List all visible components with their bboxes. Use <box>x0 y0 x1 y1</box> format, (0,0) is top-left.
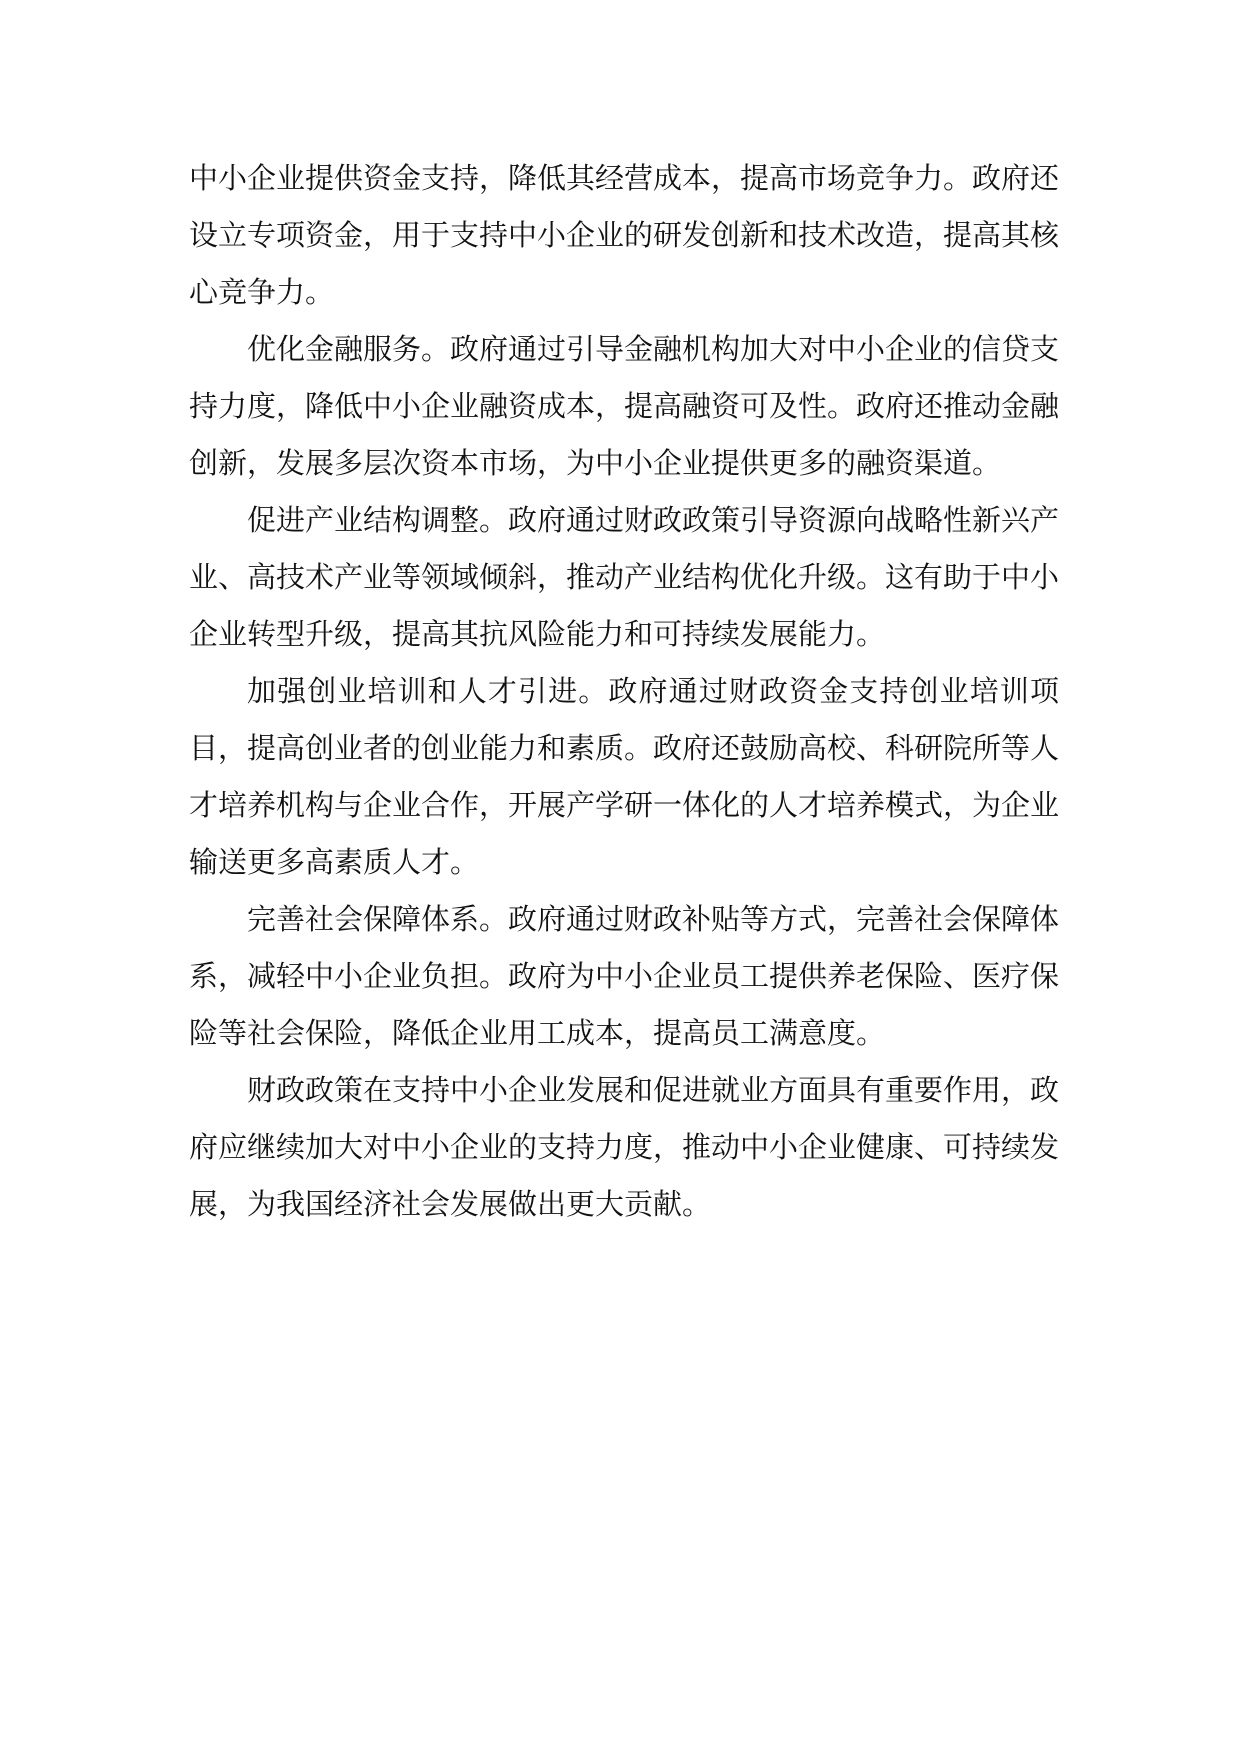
paragraph-industrial-structure: 促进产业结构调整。政府通过财政政策引导资源向战略性新兴产业、高技术产业等领域倾斜，推动产业结构优化升级。这有助于中小企业转型升级，提高其抗风险能力和可持续发展能力。 <box>189 503 1060 651</box>
paragraph-training-talent: 加强创业培训和人才引进。政府通过财政资金支持创业培训项目，提高创业者的创业能力和素质。政府还鼓励高校、科研院所等人才培养机构与企业合作，开展产学研一体化的人才培养模式，为企业输送更多高素质人才。 <box>189 674 1060 879</box>
paragraph-social-security: 完善社会保障体系。政府通过财政补贴等方式，完善社会保障体系，减轻中小企业负担。政府为中小企业员工提供养老保险、医疗保险等社会保险，降低企业用工成本，提高员工满意度。 <box>189 902 1060 1050</box>
paragraph-continuation: 中小企业提供资金支持，降低其经营成本，提高市场竞争力。政府还设立专项资金，用于支持中小企业的研发创新和技术改造，提高其核心竞争力。 <box>189 161 1060 309</box>
paragraph-financial-services: 优化金融服务。政府通过引导金融机构加大对中小企业的信贷支持力度，降低中小企业融资成本，提高融资可及性。政府还推动金融创新，发展多层次资本市场，为中小企业提供更多的融资渠道。 <box>189 332 1060 480</box>
document-body <box>189 150 1059 1233</box>
paragraph-conclusion: 财政政策在支持中小企业发展和促进就业方面具有重要作用，政府应继续加大对中小企业的支持力度，推动中小企业健康、可持续发展，为我国经济社会发展做出更大贡献。 <box>189 1073 1060 1221</box>
